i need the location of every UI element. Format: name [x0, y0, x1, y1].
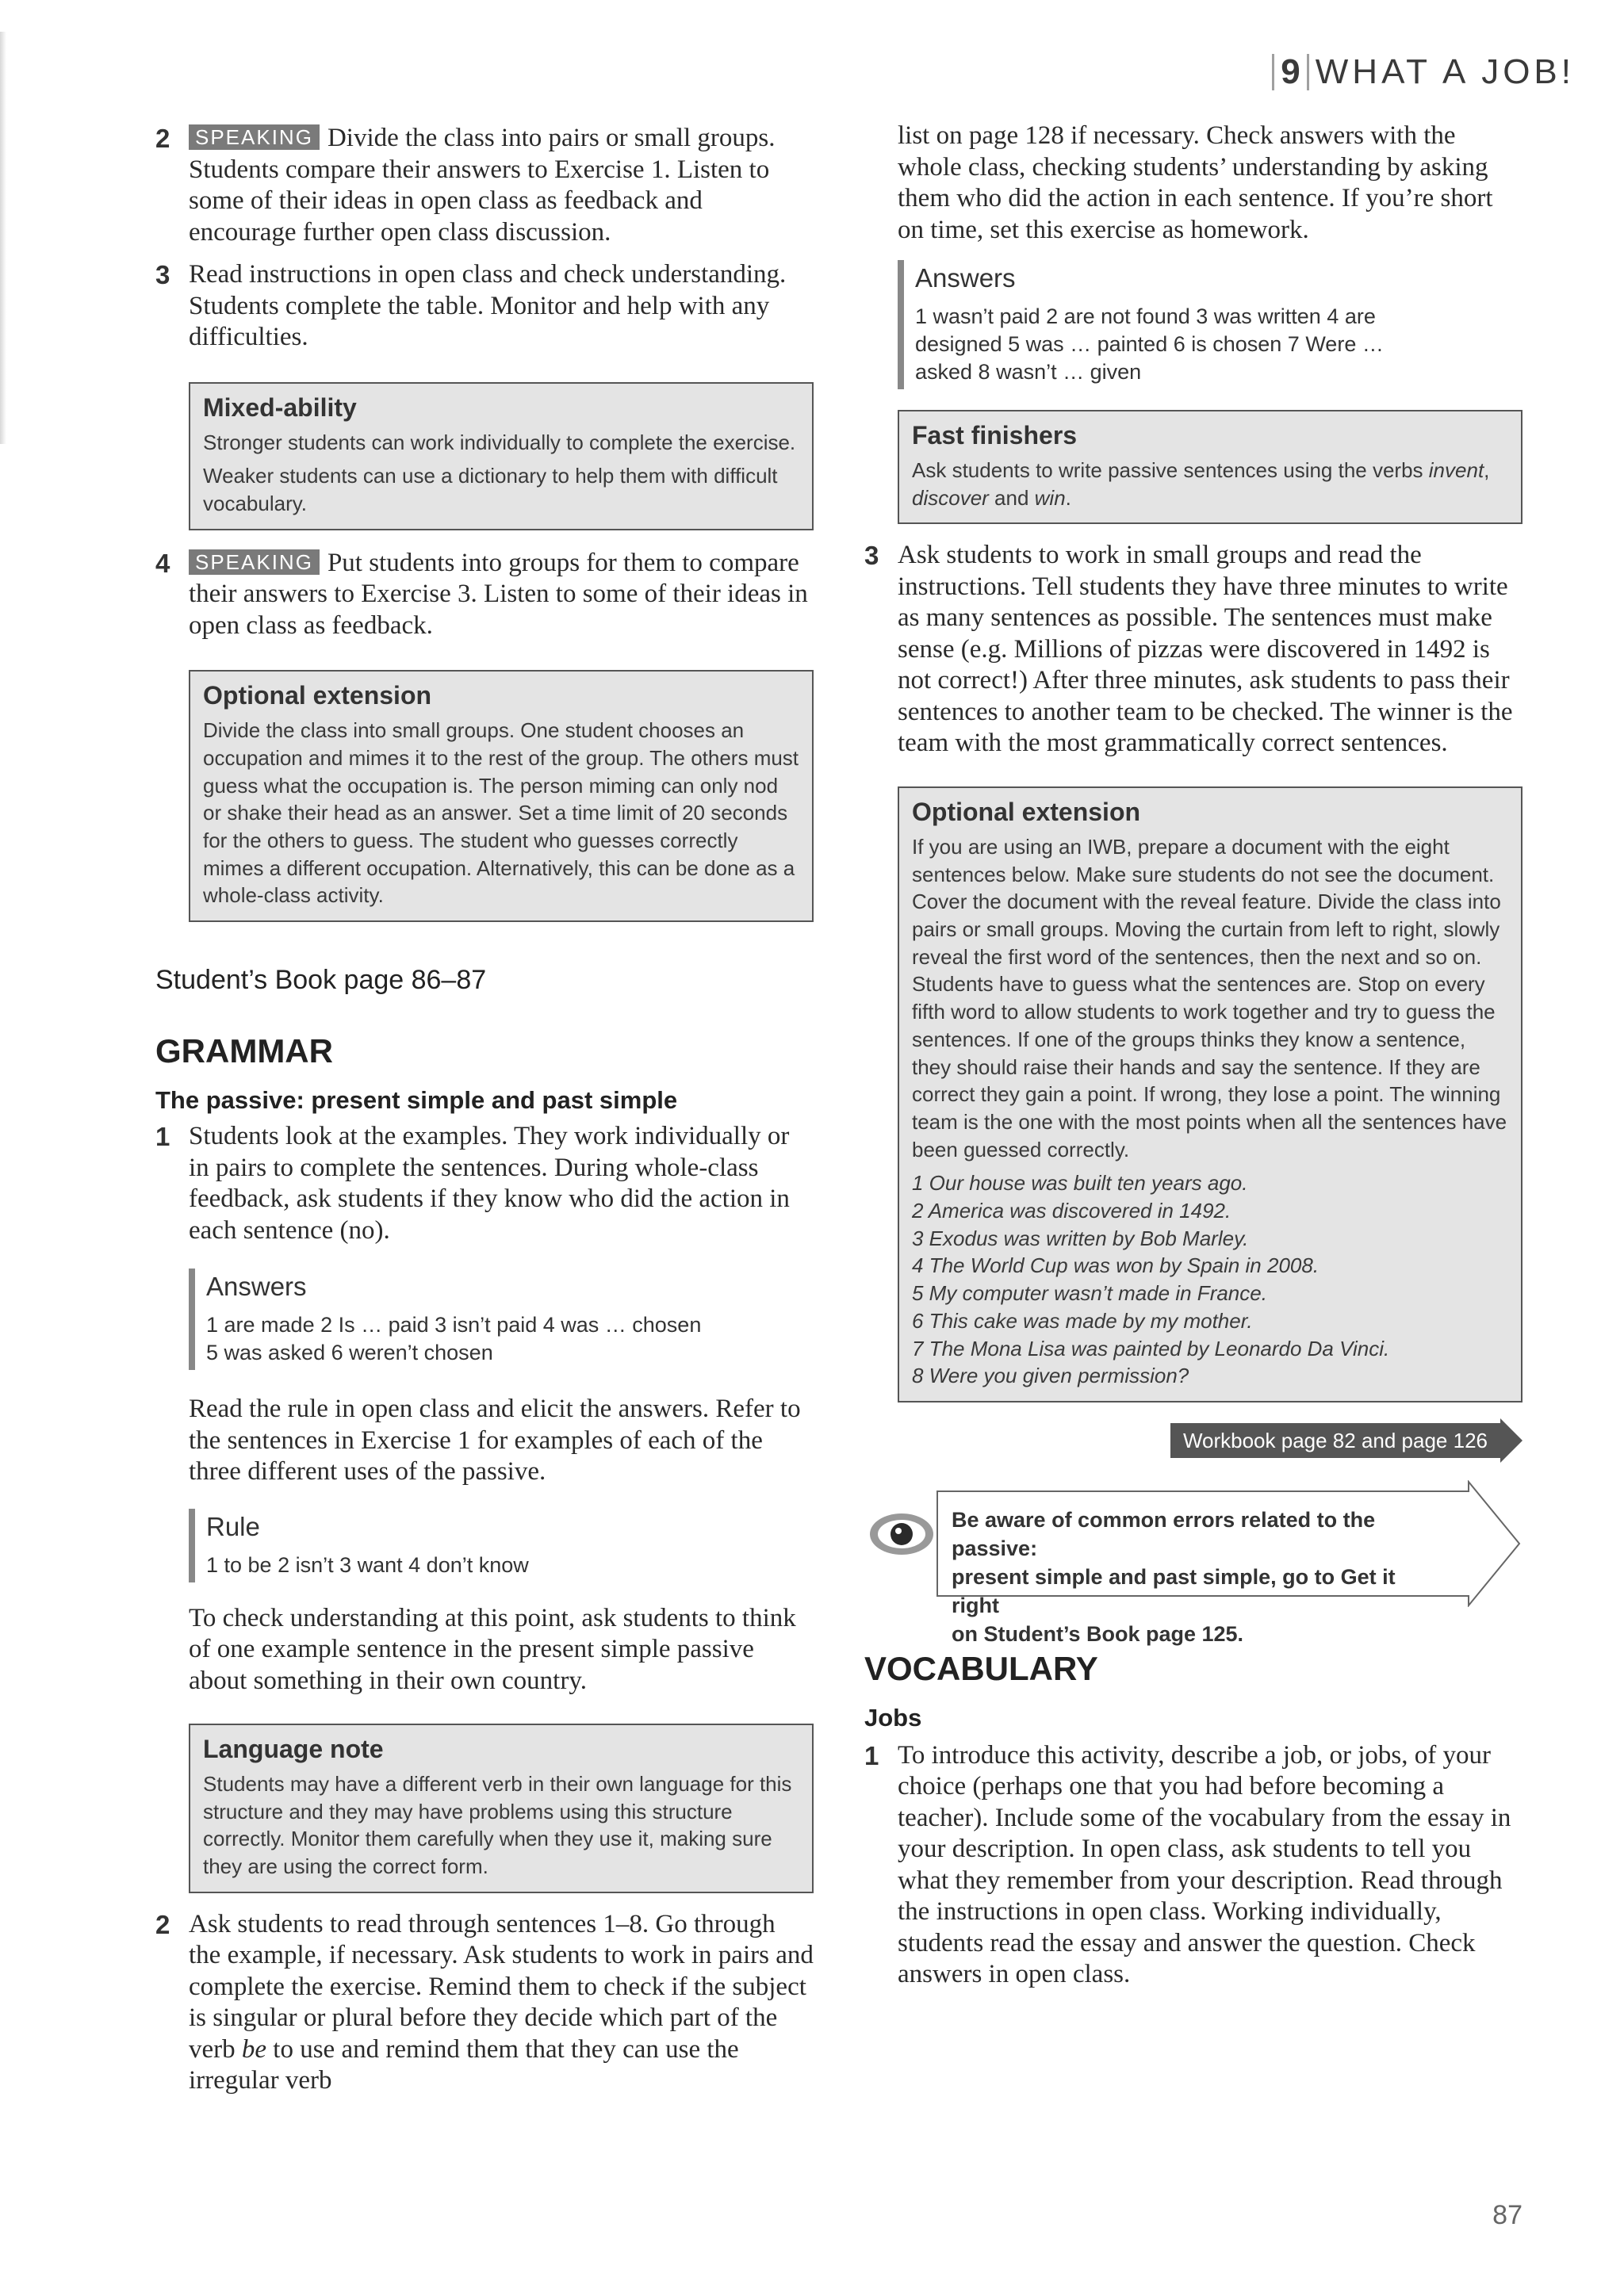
fast-finishers-box	[898, 410, 1522, 524]
exercise-2-speaking	[155, 123, 814, 248]
answers-title: Answers	[206, 1272, 307, 1302]
get-it-right-callout	[864, 1480, 1522, 1646]
optional-extension-box	[189, 670, 814, 922]
answers-title: Answers	[915, 263, 1016, 293]
optional-extension-box	[898, 786, 1522, 1402]
answers-line: 5 was asked 6 weren’t chosen	[206, 1341, 493, 1365]
box-title: Language note	[203, 1735, 384, 1764]
vocabulary-subheading: Jobs	[864, 1703, 922, 1732]
exercise-text: Ask students to read through sentences 1–8. Go through the example, if necessary. Ask students to work in pairs and complete the exercise. Remind them to check if the subject is singular or plural before they decide which part of the verb	[189, 1909, 814, 2064]
chapter-title: WHAT A JOB!	[1315, 52, 1575, 91]
exercise-text: Read instructions in open class and check understanding. Students complete the table. Monitor and help with any difficulties.	[189, 260, 787, 351]
box-text: Ask students to write passive sentences using the verbs invent, discover and win.	[912, 458, 1490, 510]
page-number: 87	[1492, 2200, 1522, 2230]
example-sentence: 4 The World Cup was won by Spain in 2008.	[912, 1253, 1320, 1278]
workbook-reference-text: Workbook page 82 and page 126	[1170, 1423, 1500, 1458]
box-title: Mixed-ability	[203, 392, 357, 422]
page-edge-shadow	[0, 32, 6, 444]
box-title: Optional extension	[912, 797, 1141, 826]
box-text: Weaker students can use a dictionary to help them with difficult vocabulary.	[203, 464, 778, 515]
eye-icon	[868, 1510, 936, 1558]
exercise-text: Divide the class into pairs or small groups. Students compare their answers to Exercise 1. Listen to some of their ideas in open class as feedback and encourage further open class discussion.	[189, 124, 776, 247]
exercise-text: To introduce this activity, describe a job, or jobs, of your choice (perhaps one that you had before becoming a teacher). Include some of the vocabulary from the essay in your description. In open class, ask students to tell you what they remember from your description. Read through the instructions in open class. Working individually, students read the essay and answer the question. Check answers in open class.	[898, 1740, 1511, 1989]
exercise-text-emphasis: be	[241, 2034, 267, 2064]
exercise-text: Put students into groups for them to compare their answers to Exercise 3. Listen to some of their ideas in open class as feedback.	[189, 548, 808, 640]
speaking-tag: SPEAKING	[189, 549, 320, 575]
left-column	[155, 123, 814, 2097]
example-sentences-list	[912, 1169, 1508, 1390]
exercise-number: 4	[155, 548, 170, 578]
answers-line: 1 are made 2 Is … paid 3 isn’t paid 4 was … chosen	[206, 1313, 702, 1337]
answers-box	[189, 1269, 814, 1370]
exercise-number: 2	[155, 1909, 170, 1939]
check-understanding-paragraph: To check understanding at this point, ask students to think of one example sentence in the present simple passive about something in their own country.	[189, 1603, 796, 1695]
example-sentence: 6 This cake was made by my mother.	[912, 1308, 1253, 1333]
answers-line: asked 8 wasn’t … given	[915, 360, 1142, 384]
get-it-right-text: Be aware of common errors related to the passive: present simple and past simple, go to Get it right on Student’s Book page 125.	[952, 1507, 1396, 1646]
exercise-4-speaking	[155, 548, 814, 642]
exercise-number: 2	[155, 124, 170, 153]
right-column	[864, 121, 1522, 1991]
students-book-reference: Student’s Book page 86–87	[155, 965, 487, 996]
example-sentence: 3 Exodus was written by Bob Marley.	[912, 1226, 1249, 1250]
get-it-right-row	[864, 1480, 1522, 1646]
rule-line: 1 to be 2 isn’t 3 want 4 don’t know	[206, 1552, 529, 1577]
vocabulary-exercise-1	[864, 1740, 1522, 1991]
exercise-3	[155, 259, 814, 354]
exercise-number: 1	[864, 1740, 879, 1770]
rule-paragraph: Read the rule in open class and elicit the answers. Refer to the sentences in Exercise 1 for examples of each of the three different uses of the passive.	[189, 1395, 801, 1487]
box-text: If you are using an IWB, prepare a document with the eight sentences below. Make sure students do not see the document. Cover the document with the reveal feature. Divide the class into pairs or small groups. Moving the curtain from left to right, slowly reveal the first word of the sentences, then the next and so on. Students have to guess what the sentences are. Stop on every fifth word to allow students to work together and try to guess the sentences. If one of the groups thinks they know a sentence, they should raise their hands and say the sentence. If they are correct they gain a point. If wrong, they lose a point. The winning team is the one with the most points when all the sentences have been guessed correctly.	[912, 834, 1507, 1161]
language-note-box	[189, 1724, 814, 1893]
workbook-reference-row	[864, 1418, 1522, 1463]
speaking-tag: SPEAKING	[189, 124, 320, 150]
unit-number: 9	[1281, 52, 1300, 91]
box-title: Fast finishers	[912, 421, 1078, 450]
continued-paragraph: list on page 128 if necessary. Check answers with the whole class, checking students’ understanding by asking them who did the action in each sentence. If you’re short on time, set this exercise as homework.	[898, 121, 1493, 244]
grammar-heading: GRAMMAR	[155, 1032, 333, 1070]
grammar-exercise-1	[155, 1121, 814, 1246]
answers-line: 1 wasn’t paid 2 are not found 3 was written 4 are	[915, 304, 1376, 328]
rule-title: Rule	[206, 1511, 260, 1541]
example-sentence: 7 The Mona Lisa was painted by Leonardo Da Vinci.	[912, 1336, 1390, 1360]
box-text: Students may have a different verb in their own language for this structure and they may have problems using this structure correctly. Monitor them carefully when they use it, making sure they are using the correct form.	[203, 1772, 792, 1879]
exercise-3	[864, 540, 1522, 760]
example-sentence: 2 America was discovered in 1492.	[912, 1199, 1231, 1223]
workbook-reference-banner	[1170, 1418, 1522, 1463]
grammar-exercise-2	[155, 1909, 814, 2097]
box-title: Optional extension	[203, 681, 432, 710]
box-text: Stronger students can work individually to complete the exercise.	[203, 430, 796, 454]
answers-line: designed 5 was … painted 6 is chosen 7 Were …	[915, 332, 1384, 356]
exercise-number: 1	[155, 1122, 170, 1152]
chapter-header	[1266, 52, 1575, 92]
example-sentence: 1 Our house was built ten years ago.	[912, 1171, 1248, 1196]
vocabulary-heading: VOCABULARY	[864, 1649, 1098, 1687]
exercise-text: to use and remind them that they can use the irregular verb	[189, 2034, 739, 2095]
arrow-right-icon	[1500, 1418, 1522, 1463]
header-divider	[1307, 54, 1309, 90]
exercise-text: Students look at the examples. They work individually or in pairs to complete the sentences. During whole-class feedback, ask students if they know who did the action in each sentence (no).	[189, 1122, 790, 1245]
example-sentence: 8 Were you given permission?	[912, 1364, 1189, 1388]
mixed-ability-box	[189, 382, 814, 530]
exercise-number: 3	[155, 260, 170, 289]
grammar-subheading: The passive: present simple and past simple	[155, 1086, 678, 1115]
exercise-number: 3	[864, 541, 879, 571]
example-sentence: 5 My computer wasn’t made in France.	[912, 1281, 1267, 1306]
rule-box	[189, 1509, 814, 1582]
header-divider	[1272, 54, 1274, 90]
exercise-text: Ask students to work in small groups and read the instructions. Tell students they have three minutes to write as many sentences as possible. The sentences must make sense (e.g. Millions of pizzas were discovered in 1492 is not correct!) After three minutes, ask students to pass their sentences to another team to be checked. The winner is the team with the most grammatically correct sentences.	[898, 541, 1513, 758]
answers-box	[898, 260, 1522, 389]
box-text: Divide the class into small groups. One student chooses an occupation and mimes it to the rest of the group. The others must guess what the occupation is. The person miming can only nod or shake their head as an answer. Set a time limit of 20 seconds for the others to guess. The student who guesses correctly mimes a different occupation. Alternatively, this can be done as a whole-class activity.	[203, 718, 799, 908]
